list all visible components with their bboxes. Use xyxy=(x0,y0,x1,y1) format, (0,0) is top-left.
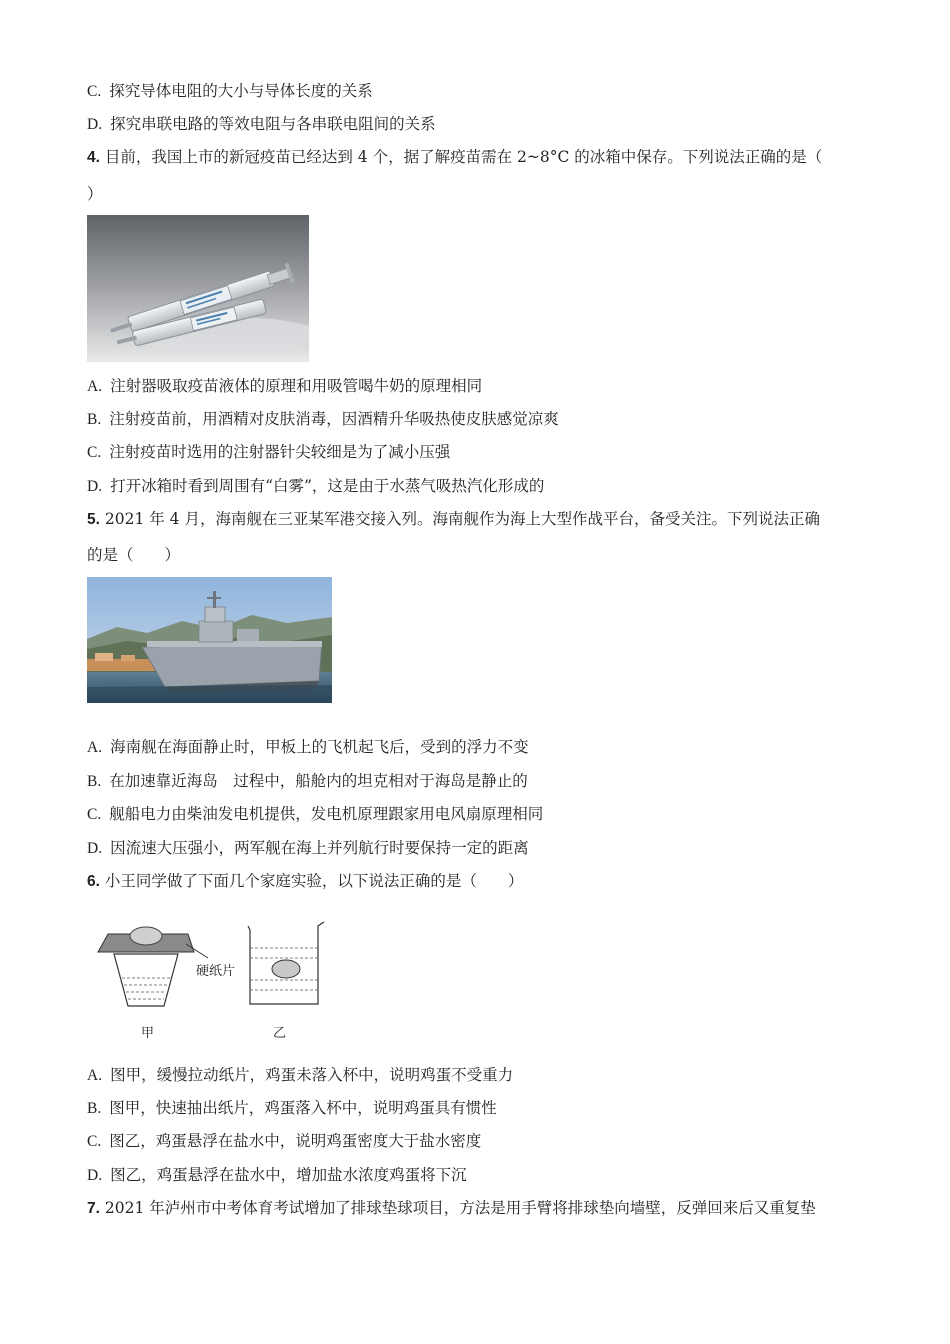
option-text: 在加速靠近海岛 过程中，船舱内的坦克相对于海岛是静止的 xyxy=(109,772,528,790)
q6-stem xyxy=(87,871,523,892)
q5-option-b xyxy=(87,771,528,792)
egg-on-card xyxy=(130,927,162,945)
q5-option-d xyxy=(87,838,529,859)
q4-option-c xyxy=(87,442,450,463)
option-text: 图乙，鸡蛋悬浮在盐水中，说明鸡蛋密度大于盐水密度 xyxy=(109,1132,482,1150)
option-letter: D. xyxy=(87,478,103,495)
q4-stem-cont xyxy=(87,184,103,204)
question-text: 2021 年泸州市中考体育考试增加了排球垫球项目，方法是用手臂将排球垫向墙壁，反弹回来后又重复垫 xyxy=(104,1199,816,1217)
option-text: 探究导体电阻的大小与导体长度的关系 xyxy=(109,82,373,100)
q6-option-d xyxy=(87,1165,467,1186)
q3-option-d xyxy=(87,114,436,135)
q6-option-c xyxy=(87,1131,481,1152)
card-label: 硬纸片 xyxy=(196,964,236,979)
figure-label-yi: 乙 xyxy=(273,1026,287,1041)
option-text: 海南舰在海面静止时，甲板上的飞机起飞后，受到的浮力不变 xyxy=(110,738,529,756)
option-text: 图乙，鸡蛋悬浮在盐水中，增加盐水浓度鸡蛋将下沉 xyxy=(110,1166,467,1184)
option-text: 因流速大压强小，两军舰在海上并列航行时要保持一定的距离 xyxy=(110,839,529,857)
option-text: 注射疫苗前，用酒精对皮肤消毒，因酒精升华吸热使皮肤感觉凉爽 xyxy=(109,410,559,428)
option-text: 打开冰箱时看到周围有“白雾”，这是由于水蒸气吸热汽化形成的 xyxy=(110,477,545,495)
question-text: 的是（ ） xyxy=(87,546,181,564)
question-text: 2021 年 4 月，海南舰在三亚某军港交接入列。海南舰作为海上大型作战平台，备受关注。下列说法正确 xyxy=(104,510,820,528)
option-letter: C. xyxy=(87,83,102,100)
egg-experiment-diagram xyxy=(90,918,335,1043)
q4-option-a xyxy=(87,376,482,397)
vaccine-syringes-image xyxy=(87,215,309,362)
egg-in-water xyxy=(272,960,300,978)
option-letter: B. xyxy=(87,1100,102,1117)
figure-label-jia: 甲 xyxy=(141,1026,155,1041)
option-text: 注射疫苗时选用的注射器针尖较细是为了减小压强 xyxy=(109,443,451,461)
q4-option-d xyxy=(87,476,544,497)
question-number: 6. xyxy=(87,873,100,890)
question-number: 5. xyxy=(87,511,100,528)
q6-option-a xyxy=(87,1065,513,1086)
q4-option-b xyxy=(87,409,559,430)
cup-shape xyxy=(114,954,178,1006)
option-letter: C. xyxy=(87,1133,102,1150)
option-text: 图甲，快速抽出纸片，鸡蛋落入杯中，说明鸡蛋具有惯性 xyxy=(109,1099,497,1117)
q5-stem-cont xyxy=(87,545,180,565)
option-letter: C. xyxy=(87,806,102,823)
option-letter: C. xyxy=(87,444,102,461)
warship-image xyxy=(87,577,332,703)
option-text: 图甲，缓慢拉动纸片，鸡蛋未落入杯中，说明鸡蛋不受重力 xyxy=(110,1066,514,1084)
q4-stem xyxy=(87,147,822,168)
q7-stem xyxy=(87,1198,816,1219)
option-letter: B. xyxy=(87,411,102,428)
option-text: 舰船电力由柴油发电机提供，发电机原理跟家用电风扇原理相同 xyxy=(109,805,544,823)
option-letter: D. xyxy=(87,1167,103,1184)
option-letter: D. xyxy=(87,116,103,133)
question-number: 4. xyxy=(87,149,100,166)
option-letter: A. xyxy=(87,1067,103,1084)
option-letter: D. xyxy=(87,840,103,857)
hainan-warship-photo xyxy=(87,577,332,703)
option-letter: B. xyxy=(87,773,102,790)
vaccine-syringes-photo xyxy=(87,215,309,362)
q5-option-c xyxy=(87,804,543,825)
q3-option-c xyxy=(87,81,373,102)
q6-option-b xyxy=(87,1098,497,1119)
option-text: 探究串联电路的等效电阻与各串联电阻间的关系 xyxy=(110,115,436,133)
q5-option-a xyxy=(87,737,529,758)
option-text: 注射器吸取疫苗液体的原理和用吸管喝牛奶的原理相同 xyxy=(110,377,483,395)
question-number: 7. xyxy=(87,1200,100,1217)
option-letter: A. xyxy=(87,739,103,756)
question-text: 目前，我国上市的新冠疫苗已经达到 4 个，据了解疫苗需在 2~8°C 的冰箱中保存。下列说法正确的是（ xyxy=(104,148,823,166)
question-text: 小王同学做了下面几个家庭实验，以下说法正确的是（ ） xyxy=(104,872,524,890)
q5-stem xyxy=(87,509,820,530)
question-text: ） xyxy=(87,185,103,203)
egg-experiment-figure xyxy=(90,918,335,1043)
option-letter: A. xyxy=(87,378,103,395)
